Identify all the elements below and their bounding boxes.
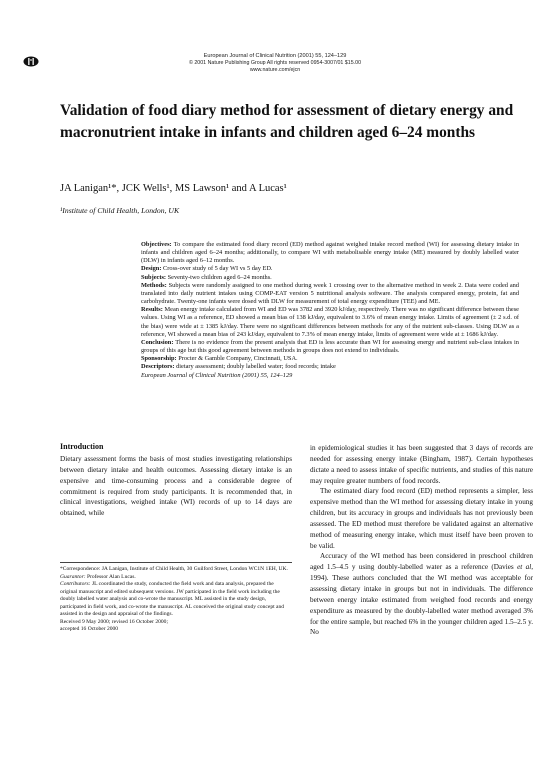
copyright-line: © 2001 Nature Publishing Group All rights reserved 0954-3007/01 $15.00 <box>188 60 362 66</box>
design-text: Cross-over study of 5 day WI vs 5 day ED. <box>163 265 273 273</box>
right-paragraph-3b: , 1994). These authors concluded that the WI method was acceptable for assessing dietary intake in groups but not in individuals. The difference between energy intake estimated from weighed food records and energy expenditure as measured by the doubly-labelled water method averaged 3% for the entire sample, but reached 6% in the younger children aged 1.5–2.5 y. No <box>310 563 533 637</box>
received-date: Received 9 May 2000; revised 16 October 2000; <box>60 618 168 625</box>
affiliation: ¹Institute of Child Health, London, UK <box>60 206 180 215</box>
accepted-date: accepted 16 October 2000 <box>60 626 119 633</box>
footnote-divider <box>60 562 292 563</box>
introduction-heading: Introduction <box>60 442 104 451</box>
sponsorship-text: Procter & Gamble Company, Cincinnati, USA. <box>178 355 298 363</box>
et-al: et al <box>517 563 532 572</box>
subjects-text: Seventy-two children aged 6–24 months. <box>167 273 272 281</box>
correspondence-note: *Correspondence: JA Lanigan, Institute of Child Health, 30 Guilford Street, London WC1N 1EH, UK. <box>60 566 288 572</box>
guarantor-text: Professor Alan Lucas. <box>86 573 136 580</box>
right-column <box>310 443 533 638</box>
guarantor-label: Guarantor: <box>60 573 86 580</box>
journal-url[interactable]: www.nature.com/ejcn <box>249 67 301 73</box>
journal-citation: European Journal of Clinical Nutrition (2001) 55, 124–129 <box>141 371 293 379</box>
author-list: JA Lanigan¹*, JCK Wells¹, MS Lawson¹ and A Lucas¹ <box>60 183 287 194</box>
methods-label: Methods: <box>141 281 167 289</box>
abstract <box>141 241 519 380</box>
results-text: Mean energy intake calculated from WI and ED was 3782 and 3920 kJ/day, respectively. There was no significant difference between these values. Using WI as a reference, ED showed a mean bias of 138 kJ/day, equivalent to 3.6% of mean energy intake. Limits of agreement (± 2 s.d. of the bias) were wide at ± 1385 kJ/day. There were no significant differences between methods for any of the nutrient sub-classes. Using DLW as a reference, WI showed a mean bias of 243 kJ/day, equivalent to 7.3% of mean energy intake, limits of agreement were wide at ± 1686 kJ/day. <box>141 306 519 338</box>
left-column <box>60 454 292 519</box>
design-label: Design: <box>141 265 162 273</box>
objectives-label: Objectives: <box>141 241 172 248</box>
subjects-label: Subjects: <box>141 273 167 281</box>
descriptors-label: Descriptors: <box>141 363 175 371</box>
right-paragraph-1: in epidemiological studies it has been suggested that 3 days of records are needed for assessing energy intake (Bingham, 1987). Certain hypotheses dictate a need to assess intake of specific nutrients, and studies of this nature may require greater numbers of food records. <box>310 444 533 485</box>
right-paragraph-2: The estimated diary food record (ED) method represents a simpler, less expensive method than the WI method for assessing dietary intake in young children, but its accuracy in groups and individuals has not previously been assessed. The ED method must therefore be validated against an alternative method of measuring energy intake, which must itself have been proven to be valid. <box>310 487 533 550</box>
objectives-text: To compare the estimated food diary record (ED) method against weighed intake record method (WI) for assessing dietary intake in infants and children aged 6–24 months; additionally, to compare WI with metabolisable energy intake (ME) measured by doubly labelled water (DLW) in infants aged 6–12 months. <box>141 241 519 265</box>
right-paragraph-3 <box>310 551 533 638</box>
results-label: Results: <box>141 306 163 314</box>
sponsorship-label: Sponsorship: <box>141 355 177 363</box>
intro-paragraph: Dietary assessment forms the basis of most studies investigating relationships between dietary intake and health outcomes. Assessing dietary intake is an expensive and time-consuming process and a considerable degree of commitment is required from study participants. It is recommended that, in clinical investigations, weighed intake (WI) records of up to 14 days are obtained, while <box>60 455 292 518</box>
footnotes <box>60 566 292 634</box>
journal-header: European Journal of Clinical Nutrition (2001) 55, 124–129 <box>203 53 347 59</box>
methods-text: Subjects were randomly assigned to one method during week 1 crossing over to the alternative method in week 2. Data were coded and translated into daily nutrient intakes using COMP-EAT version 5 nutritional analysis software. The analysis compared energy, protein, fat and carbohydrate. Twenty-one infants were dosed with DLW for measurement of total energy expenditure (TEE) and ME. <box>141 281 519 306</box>
contributors-label: Contributors: <box>60 581 91 588</box>
article-title: Validation of food diary method for assessment of dietary energy and macronutrient intake in infants and children aged 6–24 months <box>60 102 514 141</box>
conclusion-text: There is no evidence from the present analysis that ED is less accurate than WI for assessing energy and nutrient sub-class intakes in groups of this age but this good agreement between methods in groups does not extend to individuals. <box>141 338 519 355</box>
descriptors-text: dietary assessment; doubly labelled water; food records; intake <box>176 363 336 371</box>
contributors-text: JL coordinated the study, conducted the field work and data analysis, prepared the original manuscript and edited subsequent versions. JW participated in the field work including the doubly labelled water analysis and co-wrote the manuscript. ML assisted in the study design, participated in field work, and co-wrote the manuscript. AL conceived the original study concept and assisted in the design and appraisal of the findings. <box>60 581 285 618</box>
right-paragraph-3a: Accuracy of the WI method has been considered in preschool children aged 1.5–4.5 y using doubly-labelled water as a reference (Davies <box>310 552 533 572</box>
conclusion-label: Conclusion: <box>141 338 174 346</box>
